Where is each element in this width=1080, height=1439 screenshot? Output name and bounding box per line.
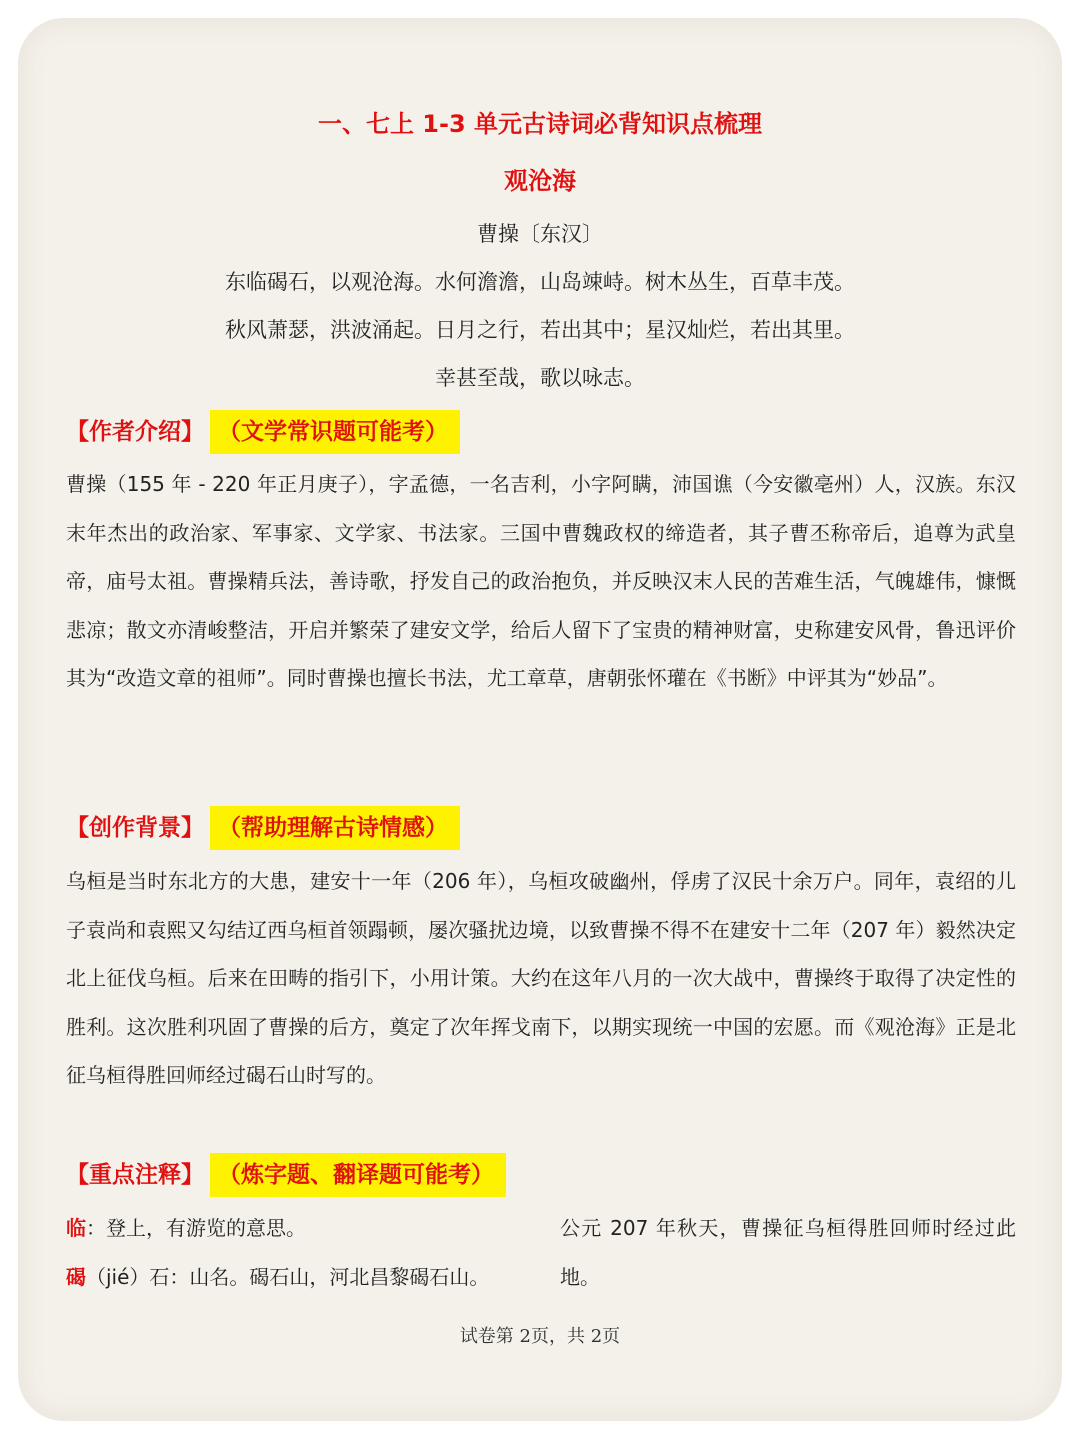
section-label: 【重点注释】 [66, 1162, 204, 1188]
poem-line: 东临碣石，以观沧海。水何澹澹，山岛竦峙。树木丛生，百草丰茂。 [225, 270, 855, 294]
notes-right-column: 公元 207 年秋天，曹操征乌桓得胜回师时经过此地。 [560, 1216, 1016, 1289]
section-label: 【创作背景】 [66, 815, 204, 841]
exam-tip-highlight: （帮助理解古诗情感） [210, 806, 460, 850]
poem-author: 曹操〔东汉〕 [477, 222, 603, 246]
main-title: 一、七上 1-3 单元古诗词必背知识点梳理 [317, 110, 763, 138]
exam-tip-highlight: （文学常识题可能考） [210, 410, 460, 454]
page-footer: 试卷第 2页，共 2页 [459, 1326, 621, 1347]
note-explanation: ：登上，有游览的意思。 [86, 1216, 306, 1240]
notes-left-column [66, 1204, 536, 1302]
section-label: 【作者介绍】 [66, 419, 204, 445]
note-item [66, 1253, 536, 1302]
note-keyword: 碣 [66, 1265, 86, 1289]
note-keyword: 临 [66, 1216, 86, 1240]
author-intro-text: 曹操（155 年 - 220 年正月庚子），字孟德，一名吉利，小字阿瞒，沛国谯（今安徽亳州）人，汉族。东汉末年杰出的政治家、军事家、文学家、书法家。三国中曹魏政权的缔造者，其子曹丕称帝后，追尊为武皇帝，庙号太祖。曹操精兵法，善诗歌，抒发自己的政治抱负，并反映汉末人民的苦难生活，气魄雄伟，慷慨悲凉；散文亦清峻整洁，开启并繁荣了建安文学，给后人留下了宝贵的精神财富，史称建安风骨，鲁迅评价其为“改造文章的祖师”。同时曹操也擅长书法，尤工章草，唐朝张怀瓘在《书断》中评其为“妙品”。 [66, 472, 1016, 690]
poem-line: 秋风萧瑟，洪波涌起。日月之行，若出其中；星汉灿烂，若出其里。 [225, 318, 855, 342]
background-heading [66, 806, 460, 850]
notes-heading [66, 1153, 506, 1197]
note-explanation: （jié）石：山名。碣石山，河北昌黎碣石山。 [86, 1265, 490, 1289]
poem-title: 观沧海 [504, 167, 576, 195]
background-text: 乌桓是当时东北方的大患，建安十一年（206 年），乌桓攻破幽州，俘虏了汉民十余万户。同年，袁绍的儿子袁尚和袁熙又勾结辽西乌桓首领蹋顿，屡次骚扰边境，以致曹操不得不在建安十二年（207 年）毅然决定北上征伐乌桓。后来在田畴的指引下，小用计策。大约在这年八月的一次大战中，曹操终于取得了决定性的胜利。这次胜利巩固了曹操的后方，奠定了次年挥戈南下，以期实现统一中国的宏愿。而《观沧海》正是北征乌桓得胜回师经过碣石山时写的。 [66, 869, 1016, 1087]
exam-tip-highlight: （炼字题、翻译题可能考） [210, 1153, 506, 1197]
author-intro-heading [66, 410, 460, 454]
poem-line: 幸甚至哉，歌以咏志。 [435, 366, 645, 390]
note-item [66, 1204, 536, 1253]
